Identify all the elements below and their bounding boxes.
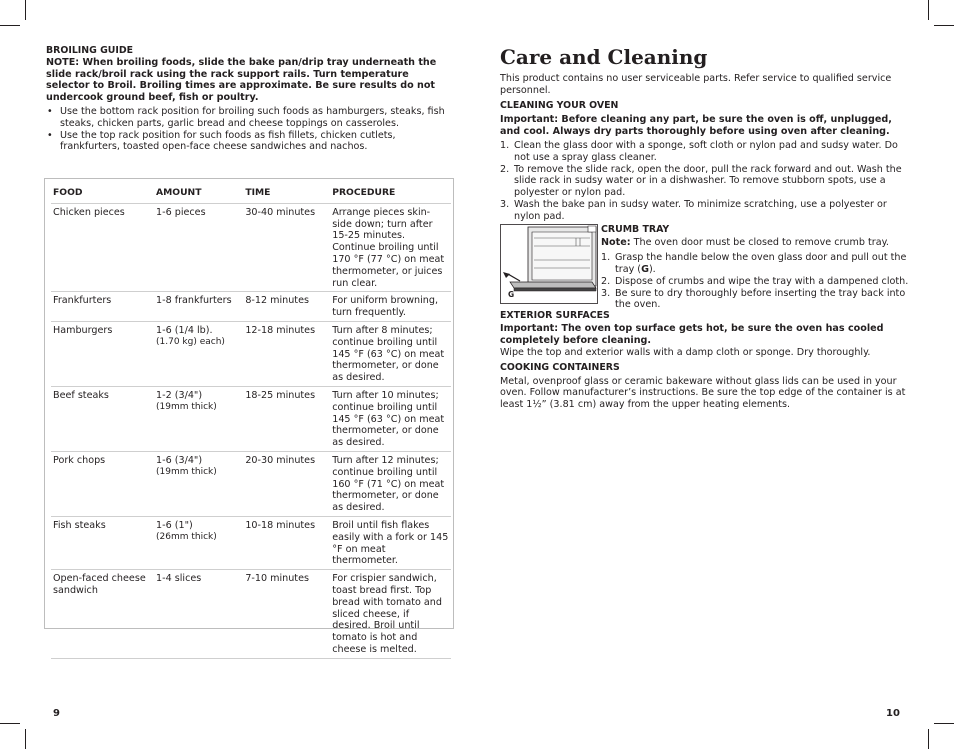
cell-procedure: Turn after 12 minutes; continue broiling until 160 °F (71 °C) on meat thermometer, or done as desired.	[330, 451, 451, 516]
list-item: 3. Be sure to dry thoroughly before inserting the tray back into the oven.	[601, 287, 906, 311]
cell-procedure: Arrange pieces skin-side down; turn after 15-25 minutes. Continue broiling until 170 °F (77 °C) on meat thermometer, or juices run clear.	[330, 203, 451, 292]
step-text: Wash the bake pan in sudsy water. To minimize scratching, use a polyester or nylon pad.	[514, 198, 887, 222]
broiling-note: NOTE: When broiling foods, slide the bake pan/drip tray underneath the slide rack/broil rack using the rack support rails. Turn temperature selector to Broil. Broiling times are approximate. Be sure results do not undercook ground beef, fish or poultry.	[46, 56, 437, 104]
cell-amount	[154, 386, 243, 451]
crop-mark	[0, 25, 20, 26]
cell-time: 12-18 minutes	[243, 321, 330, 386]
cell-amount	[154, 292, 243, 322]
crop-mark	[25, 0, 26, 20]
step-text: Dispose of crumbs and wipe the tray with a dampened cloth.	[615, 275, 909, 287]
cell-amount	[154, 570, 243, 659]
list-item: 2. To remove the slide rack, open the door, pull the rack forward and out. Wash the slide rack in sudsy water or in a dishwasher. To remove stubborn spots, use a polyester or nylon pad.	[500, 163, 902, 199]
list-item: 1. Grasp the handle below the oven glass door and pull out the tray (G).	[601, 252, 907, 275]
table-row	[51, 451, 451, 516]
cell-amount	[154, 516, 243, 569]
note-label: Note:	[601, 237, 631, 249]
cell-food: Fish steaks	[51, 516, 154, 569]
crop-mark	[25, 729, 26, 749]
amount-value: 1-8 frankfurters	[156, 295, 232, 307]
note-text: The oven door must be closed to remove crumb tray.	[633, 237, 889, 249]
cell-time: 7-10 minutes	[243, 570, 330, 659]
exterior-heading: EXTERIOR SURFACES	[500, 309, 610, 321]
cell-food: Chicken pieces	[51, 203, 154, 292]
list-item: 1. Clean the glass door with a sponge, soft cloth or nylon pad and sudsy water. Do not use a spray glass cleaner.	[500, 139, 898, 163]
amount-sub: (19mm thick)	[156, 466, 217, 477]
cell-amount	[154, 203, 243, 292]
cell-time: 20-30 minutes	[243, 451, 330, 516]
right-page	[500, 45, 910, 411]
figure-ref: G	[641, 263, 649, 275]
amount-value: 1-6 pieces	[156, 206, 206, 218]
containers-heading: COOKING CONTAINERS	[500, 361, 620, 373]
crumb-tray-text	[601, 224, 911, 312]
important-exterior: Important: The oven top surface gets hot, be sure the oven has cooled completely before cleaning.	[500, 323, 884, 347]
cell-procedure: Turn after 10 minutes; continue broiling until 145 °F (63 °C) on meat thermometer, or done as desired.	[330, 386, 451, 451]
important-cleaning: Important: Before cleaning any part, be sure the oven is off, unplugged, and cool. Always dry parts thoroughly before using oven after cleaning.	[500, 114, 892, 138]
broiling-table	[51, 184, 451, 659]
amount-value: 1-4 slices	[156, 573, 202, 585]
cell-food: Hamburgers	[51, 321, 154, 386]
crop-mark	[934, 723, 954, 724]
cell-food: Frankfurters	[51, 292, 154, 322]
figure-label: G	[508, 289, 515, 299]
cell-food: Beef steaks	[51, 386, 154, 451]
column-header-amount: AMOUNT	[154, 184, 243, 203]
cleaning-heading: CLEANING YOUR OVEN	[500, 99, 619, 111]
cell-procedure: For uniform browning, turn frequently.	[330, 292, 451, 322]
step-text: To remove the slide rack, open the door, pull the rack forward and out. Wash the slide rack in sudsy water or in a dishwasher. To remove stubborn spots, use a polyester or nylon pad.	[514, 163, 902, 199]
amount-value: 1-2 (3/4")	[156, 389, 203, 401]
cell-procedure: Turn after 8 minutes; continue broiling until 145 °F (63 °C) on meat thermometer, or done as desired.	[330, 321, 451, 386]
list-item: 3. Wash the bake pan in sudsy water. To minimize scratching, use a polyester or nylon pad.	[500, 198, 887, 222]
list-item: • Use the bottom rack position for broiling such foods as hamburgers, steaks, fish steaks, chicken parts, garlic bread and cheese toppings on casseroles.	[46, 106, 454, 130]
table-row	[51, 386, 451, 451]
exterior-text: Wipe the top and exterior walls with a damp cloth or sponge. Dry thoroughly.	[500, 346, 871, 358]
crop-mark	[928, 729, 929, 749]
crumb-steps	[601, 252, 911, 311]
table-row	[51, 321, 451, 386]
intro-text: This product contains no user serviceable parts. Refer service to qualified service personnel.	[500, 73, 892, 96]
broiling-guide-heading: BROILING GUIDE	[46, 45, 134, 56]
step-text: Clean the glass door with a sponge, soft cloth or nylon pad and sudsy water. Do not use a spray glass cleaner.	[514, 139, 898, 163]
crumb-tray-heading: CRUMB TRAY	[601, 223, 670, 235]
table-row	[51, 516, 451, 569]
crop-mark	[928, 0, 929, 20]
rack-position-list	[46, 106, 454, 153]
page-title: Care and Cleaning	[500, 45, 708, 69]
cell-food: Pork chops	[51, 451, 154, 516]
cell-amount	[154, 321, 243, 386]
cell-time: 10-18 minutes	[243, 516, 330, 569]
table-row	[51, 570, 451, 659]
column-header-food: FOOD	[51, 184, 154, 203]
crumb-tray-section	[500, 223, 910, 311]
table-row	[51, 203, 451, 292]
containers-text: Metal, ovenproof glass or ceramic bakeware without glass lids can be used in your oven. Follow manufacturer’s instructions. Be sure the top edge of the container is at least 1½” (3.81 cm) away from the upper heating elements.	[500, 375, 906, 411]
cell-procedure: Broil until fish flakes easily with a fork or 145 °F on meat thermometer.	[330, 516, 451, 569]
cell-food: Open-faced cheese sandwich	[51, 570, 154, 659]
amount-sub: (26mm thick)	[156, 531, 217, 542]
cell-time: 8-12 minutes	[243, 292, 330, 322]
amount-sub: (19mm thick)	[156, 401, 217, 412]
list-item: • Use the top rack position for such foods as fish fillets, chicken cutlets, frankfurters, toasted open-face cheese sandwiches and nachos.	[46, 130, 454, 154]
crop-mark	[0, 723, 20, 724]
oven-crumb-tray-illustration	[500, 224, 598, 304]
table-header-row	[51, 184, 451, 203]
left-page	[46, 45, 454, 153]
column-header-time: TIME	[243, 184, 330, 203]
amount-value: 1-6 (1/4 lb).	[156, 324, 213, 336]
amount-sub: (1.70 kg) each)	[156, 336, 225, 347]
step-text: Grasp the handle below the oven glass door and pull out the tray (	[615, 252, 907, 275]
cell-time: 18-25 minutes	[243, 386, 330, 451]
cell-amount	[154, 451, 243, 516]
amount-value: 1-6 (1")	[156, 519, 193, 531]
cleaning-steps	[500, 140, 910, 223]
page-number-right: 10	[886, 708, 900, 719]
crop-mark	[934, 25, 954, 26]
column-header-procedure: PROCEDURE	[330, 184, 451, 203]
cell-time: 30-40 minutes	[243, 203, 330, 292]
list-item: 2. Dispose of crumbs and wipe the tray with a dampened cloth.	[601, 275, 909, 287]
step-text-end: ).	[648, 263, 656, 275]
broiling-table-frame	[44, 178, 454, 655]
cell-procedure: For crispier sandwich, toast bread first. Top bread with tomato and sliced cheese, if desired. Broil until tomato is hot and cheese is melted.	[330, 570, 451, 659]
page-number-left: 9	[53, 708, 60, 719]
amount-value: 1-6 (3/4")	[156, 454, 203, 466]
table-row	[51, 292, 451, 322]
crumb-note	[601, 237, 911, 249]
step-text: Be sure to dry thoroughly before inserting the tray back into the oven.	[615, 287, 906, 311]
